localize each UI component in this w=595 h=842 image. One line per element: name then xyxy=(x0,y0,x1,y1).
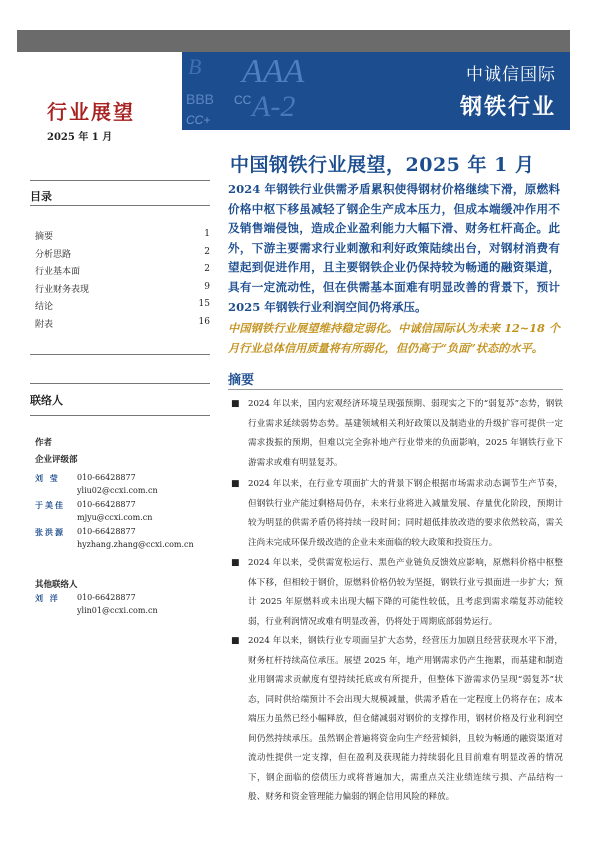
toc-item-page: 9 xyxy=(204,281,210,292)
department-label: 企业评级部 xyxy=(35,455,78,465)
banner-letter: CC+ xyxy=(186,113,211,127)
author-entry xyxy=(35,500,205,527)
toc-item-label: 附表 xyxy=(35,319,54,330)
report-date: 2025 年 1 月 xyxy=(47,132,113,143)
toc-item[interactable] xyxy=(35,317,210,335)
table-of-contents xyxy=(35,229,210,334)
key-summary: 2024 年钢铁行业供需矛盾累积使得钢材价格继续下滑，原燃料价格中枢下移虽减轻了钢企生产成本压力，但成本端缓冲作用不及销售端侵蚀，造成企业盈利能力大幅下滑、财务杠杆高企。此外，下游主要需求行业刺激和利好政策陆续出台，对钢材消费有望起到促进作用，且主要钢铁企业仍保持较为畅通的融资渠道，具有一定流动性，但在供需基本面难有明显改善的背景下，预计 2025 年钢铁行业利润空间仍将承压。 xyxy=(228,182,560,314)
report-title: 中国钢铁行业展望，2025 年 1 月 xyxy=(230,154,535,176)
banner-letter: B xyxy=(188,54,202,79)
bullet-square-icon: ■ xyxy=(231,479,240,489)
bullet-text: 2024 年以来，国内宏观经济环境呈现强预期、弱现实之下的“弱复苏”态势，钢铁行业需求延续弱势态势。基建领域相关利好政策以及制造业的升级扩容可提供一定需求拨振的预期，但难以完全弥补地产行业带来的负面影响，2025 年钢铁行业下游需求或难有明显复苏。 xyxy=(248,399,563,468)
author-name: 刘 洋 xyxy=(35,593,60,603)
toc-item-page: 2 xyxy=(204,264,210,274)
author-label: 作者 xyxy=(35,438,53,448)
author-entry xyxy=(35,593,205,620)
author-email[interactable]: yliu02@ccxi.com.cn xyxy=(77,486,158,495)
bullet-text: 2024 年以来，受供需宽松运行、黑色产业链负反馈效应影响，原燃料价格中枢整体下移，但相较于钢价，原燃料价格仍较为坚挺，钢铁行业亏损面进一步扩大；预计 2025 年原燃料或未出现大幅下降的可能性较低，且考虑到需求端复苏动能较弱，行业利润情况或难有明显改善，仍将处于周期底部弱势运行。 xyxy=(248,558,563,627)
divider xyxy=(228,389,563,390)
author-entry xyxy=(35,473,205,500)
industry-title: 钢铁行业 xyxy=(459,94,556,120)
divider xyxy=(30,383,210,384)
author-name: 刘 莹 xyxy=(35,473,60,483)
toc-item[interactable] xyxy=(35,264,210,282)
toc-item-page: 15 xyxy=(198,299,210,309)
toc-item[interactable] xyxy=(35,229,210,247)
abstract-bullet xyxy=(228,395,563,473)
contacts-title: 联络人 xyxy=(30,394,63,407)
toc-item-label: 行业基本面 xyxy=(35,267,81,277)
header-banner xyxy=(182,52,570,130)
author-phone: 010-66428877 xyxy=(77,473,136,482)
divider xyxy=(30,180,210,181)
toc-item[interactable] xyxy=(35,282,210,300)
other-contacts-label: 其他联络人 xyxy=(35,580,78,590)
author-email[interactable]: mjyu@ccxi.com.cn xyxy=(77,513,153,522)
author-phone: 010-66428877 xyxy=(77,593,136,602)
abstract-bullet xyxy=(228,632,563,808)
author-phone: 010-66428877 xyxy=(77,527,136,536)
divider xyxy=(30,415,210,416)
author-list xyxy=(35,436,205,620)
toc-item-page: 1 xyxy=(204,229,210,239)
author-email[interactable]: hyzhang.zhang@ccxi.com.cn xyxy=(77,540,194,549)
top-bar xyxy=(17,30,570,52)
toc-item-label: 结论 xyxy=(35,302,54,312)
abstract-title: 摘要 xyxy=(228,373,255,388)
banner-letter: CC xyxy=(234,93,252,107)
toc-item[interactable] xyxy=(35,247,210,265)
outlook-statement: 中国钢铁行业展望维持稳定弱化。中诚信国际认为未来 12~18 个月行业总体信用质量将有所弱化，但仍高于“负面”状态的水平。 xyxy=(228,321,560,355)
bullet-square-icon: ■ xyxy=(231,399,240,409)
author-name: 于美佳 xyxy=(35,500,65,510)
bullet-square-icon: ■ xyxy=(231,636,240,646)
author-entry xyxy=(35,527,205,554)
author-email[interactable]: ylin01@ccxi.com.cn xyxy=(77,606,158,615)
divider xyxy=(30,205,210,206)
toc-item-page: 2 xyxy=(204,246,210,257)
bullet-text: 2024 年以来，在行业专项面扩大的背景下钢企根据市场需求动态调节生产节奏，但钢铁行业产能过剩格局仍存，未来行业将进入减量发展、存量优化阶段，预期计较为明显的供需矛盾仍将持续一段时间；同时超低排放改造的要求依然较高，需关注尚未完成环保升级改造的企业未来面临的较大政策和投资压力。 xyxy=(248,479,563,548)
author-name: 张洪源 xyxy=(35,527,65,537)
banner-letter: AAA xyxy=(242,53,305,90)
toc-item-label: 摘要 xyxy=(35,232,54,242)
toc-item-page: 16 xyxy=(198,316,210,327)
brand-name: 中诚信国际 xyxy=(466,65,556,85)
bullet-text: 2024 年以来，钢铁行业专项面呈扩大态势，经营压力加剧且经营获现水平下滑，财务杠杆持续高位承压。展望 2025 年，地产用钢需求仍产生拖累，而基建和制造业用钢需求贡献度有望持续托底或有所提升，但整体下游需求仍呈现“弱复苏”状态，同时供给端预计不会出现大规模减量，供需矛盾在一定程度上仍将存在；成本端压力虽然已经小幅释放，但仓储减弱对钢价的支撑作用，钢材价格及行业利润空间仍然持续承压。虽然钢企普遍将资金向生产经营倾斜，且较为畅通的融资渠道对流动性提供一定支撑，但在盈利及获现能力持续弱化且目前难有明显改善的情况下，钢企面临的偿债压力或将普遍加大，需重点关注业绩连续亏损、产品结构一般、财务和资金管理能力偏弱的钢企信用风险的释放。 xyxy=(248,636,563,802)
divider xyxy=(30,354,210,355)
toc-item[interactable] xyxy=(35,299,210,317)
banner-letter: BBB xyxy=(186,91,215,107)
banner-letter: A-2 xyxy=(252,90,296,123)
author-phone: 010-66428877 xyxy=(77,500,136,509)
abstract-bullet xyxy=(228,475,563,553)
bullet-square-icon: ■ xyxy=(231,558,240,568)
abstract-bullet xyxy=(228,554,563,632)
report-type-heading: 行业展望 xyxy=(47,100,135,124)
toc-item-label: 分析思路 xyxy=(35,249,72,260)
toc-item-label: 行业财务表现 xyxy=(35,284,90,295)
toc-title: 目录 xyxy=(30,190,52,203)
